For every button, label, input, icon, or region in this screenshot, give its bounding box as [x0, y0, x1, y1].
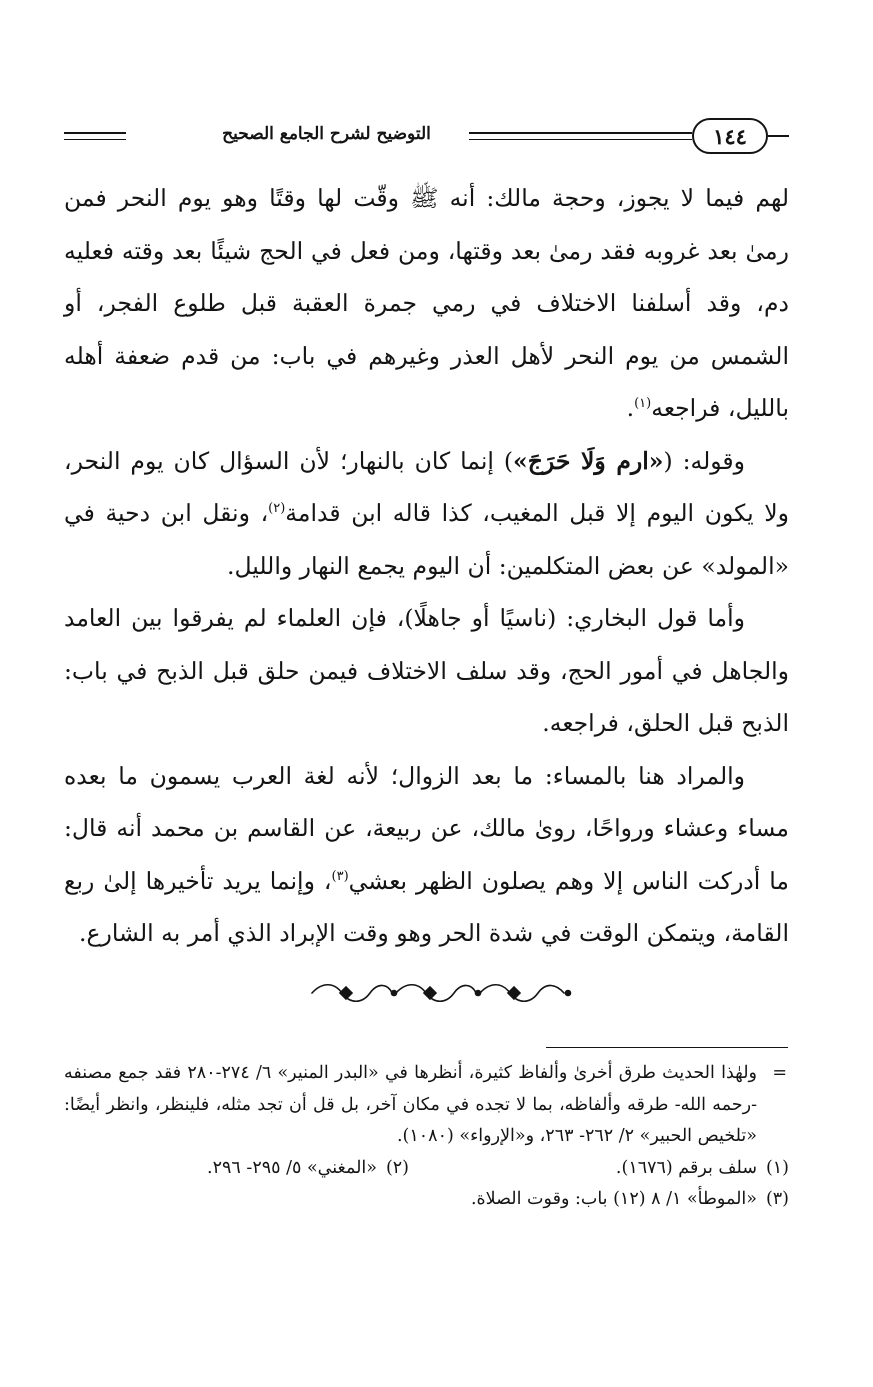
footnote-text: سلف برقم (١٦٧٦).: [615, 1157, 757, 1178]
paragraph: وأما قول البخاري: (ناسيًا أو جاهلًا)، فإن العلماء لم يفرقوا بين العامد والجاهل في أمور الحج، وقد سلف الاختلاف فيمن حلق قبل الذبح في باب: الذبح قبل الحلق، فراجعه.: [64, 604, 789, 737]
header-rule: [64, 139, 126, 140]
footnotes: [64, 1058, 789, 1216]
header-rule: [469, 139, 692, 140]
paragraph-text: ) إنما كان بالنهار؛ لأن السؤال كان يوم النحر، ولا يكون اليوم إلا قبل المغيب، كذا قاله ابن قدامة: [64, 446, 790, 527]
footnote-number: (٣): [765, 1189, 789, 1209]
header-rule: [768, 135, 789, 137]
header-rule: [469, 132, 692, 134]
ornament-divider-icon: [304, 976, 574, 1010]
paragraph-text: وقوله: (: [663, 446, 745, 475]
paragraph-text: ، وإنما يريد تأخيرها إلىٰ ربع القامة، ويتمكن الوقت في شدة الحر وهو وقت الإبراد الذي أمر به الشارع.: [64, 866, 789, 947]
footnote-row: [64, 1153, 789, 1185]
header-book-title: التوضيح لشرح الجامع الصحيح: [222, 124, 431, 144]
footnote-text: «المغني» ٥/ ٢٩٥- ٢٩٦.: [207, 1157, 377, 1178]
header-rule: [64, 132, 126, 134]
footnote-1: [409, 1153, 789, 1185]
paragraph-text: .: [626, 394, 635, 422]
footnote-number: (٢): [385, 1157, 409, 1178]
footnote-continuation: [64, 1058, 789, 1153]
footnote-number: (١): [765, 1157, 789, 1178]
paragraph: [64, 750, 789, 960]
hadith-quote: «ارم وَلَا حَرَجَ»: [513, 446, 664, 475]
footnote-text: ولهٰذا الحديث طرق أخرىٰ وألفاظ كثيرة، أنظرها في «البدر المنير» ٦/ ٢٧٤-٢٨٠ فقد جمع مصنفه -رحمه الله- طرقه وألفاظه، بما لا تجده في مكان آخر، بل قل أن تجد مثله، فلينظر، وانظر أيضًا: «تلخيص الحبير» ٢/ ٢٦٢- ٢٦٣، و«الإرواء» (١٠٨٠).: [64, 1063, 757, 1146]
paragraph: [64, 172, 789, 435]
paragraph-text: والمراد هنا بالمساء: ما بعد الزوال؛ لأنه لغة العرب يسمون ما بعده مساء وعشاء ورواحًا، روىٰ مالك، عن ربيعة، عن القاسم بن محمد أنه قال: ما أدركت الناس إلا وهم يصلون الظهر بعشي: [64, 761, 790, 895]
paragraph-text: لهم فيما لا يجوز، وحجة مالك: أنه ﷺ وقّت لها وقتًا وهو يوم النحر فمن رمىٰ بعد غروبه فقد رمىٰ بعد وقتها، ومن فعل في الحج شيئًا بعد وقته فعليه دم، وقد أسلفنا الاختلاف في رمي جمرة العقبة قبل طلوع الفجر، أو الشمس من يوم النحر لأهل العذر وغيرهم في باب: من قدم ضعفة أهله بالليل، فراجعه: [64, 184, 789, 422]
footnote-separator: [546, 1047, 788, 1048]
paragraph-text: ، ونقل ابن دحية في «المولد» عن بعض المتكلمين: أن اليوم يجمع النهار والليل.: [64, 499, 789, 580]
footnote-3: [64, 1184, 789, 1216]
page-number: ١٤٤: [692, 118, 768, 154]
running-header: [64, 116, 789, 158]
footnote-ref[interactable]: (١): [634, 396, 652, 411]
footnote-ref[interactable]: (٣): [331, 868, 349, 884]
footnote-2: [207, 1153, 409, 1185]
footnote-text: «الموطأ» ١/ ٨ (١٢) باب: وقوت الصلاة.: [470, 1189, 757, 1209]
main-text: [64, 172, 789, 960]
continuation-mark: =: [772, 1063, 787, 1083]
paragraph: [64, 435, 789, 593]
footnote-ref[interactable]: (٢): [268, 501, 286, 516]
